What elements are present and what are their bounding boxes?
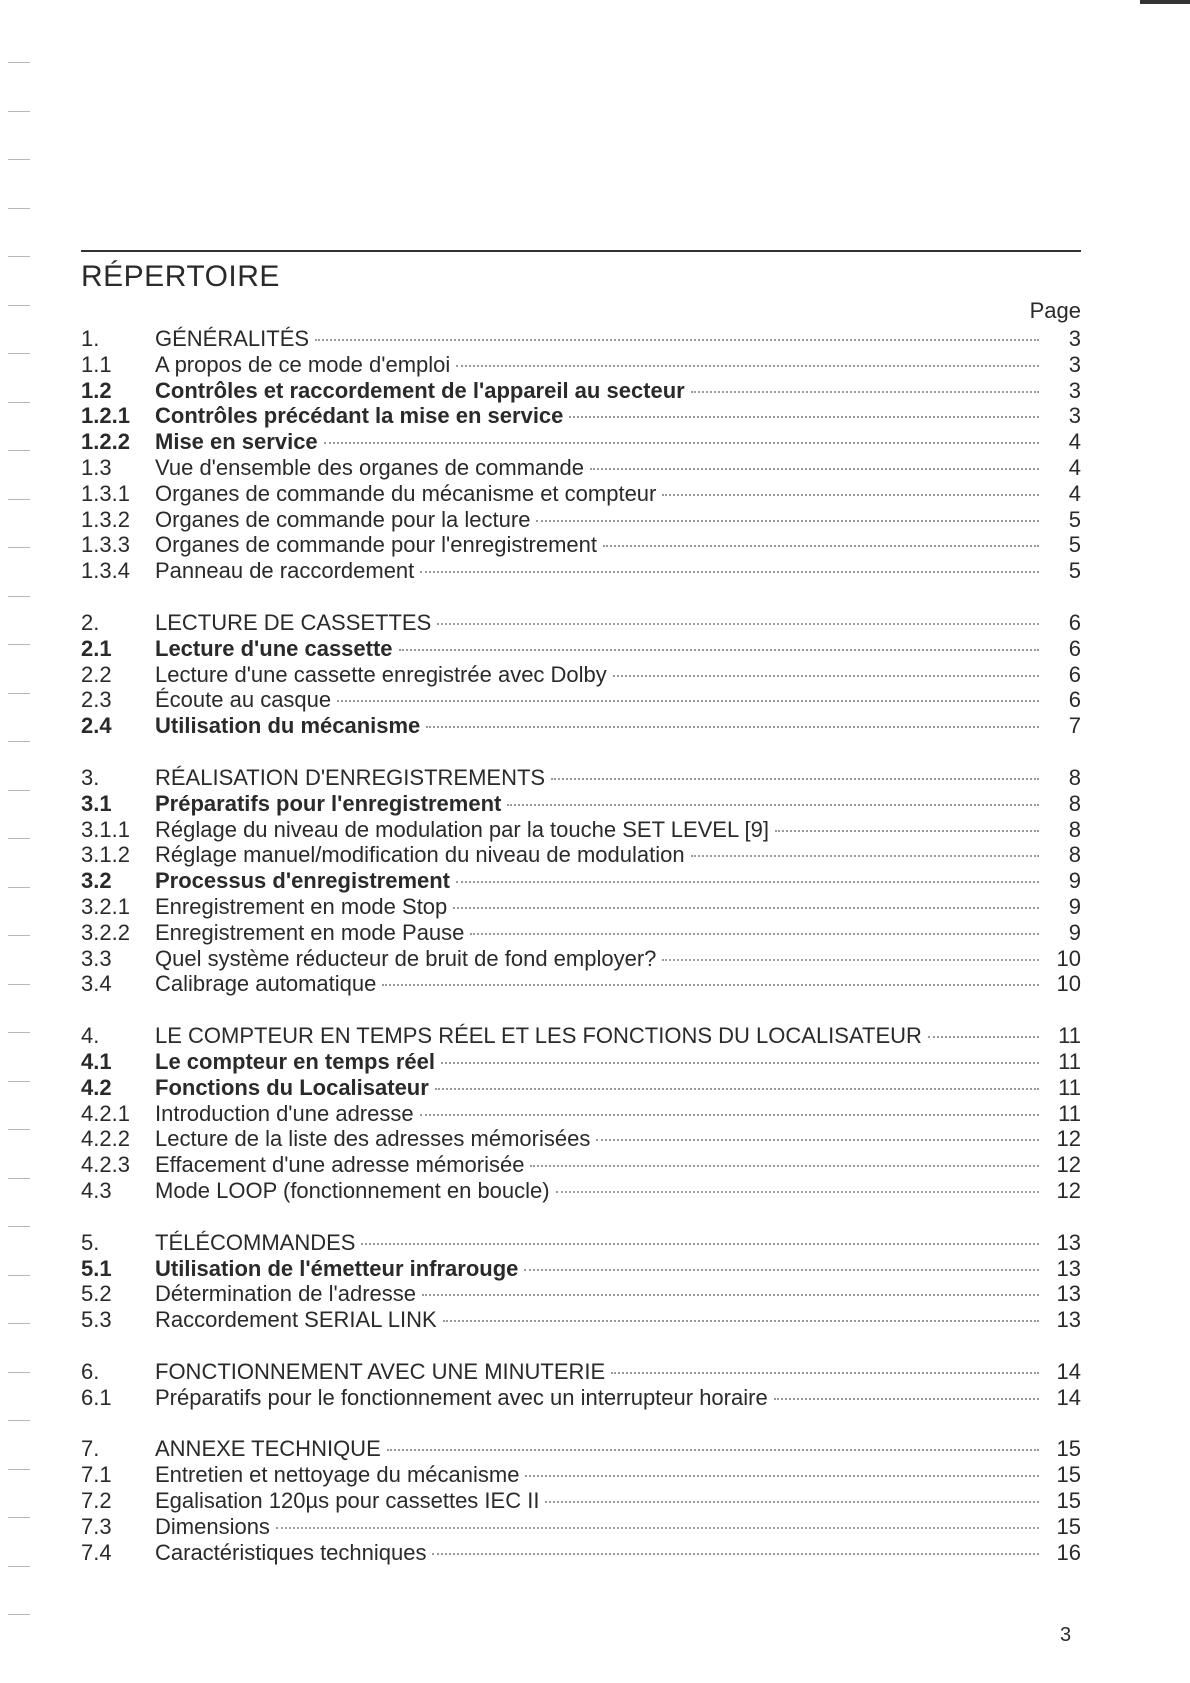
page-column-header: Page xyxy=(1029,298,1081,323)
toc-entry-page: 8 xyxy=(1068,842,1081,868)
toc-entry xyxy=(81,1281,1081,1307)
toc-entry-label: Raccordement SERIAL LINK xyxy=(155,1307,437,1333)
toc-entry xyxy=(81,817,1081,843)
toc-entry xyxy=(81,429,1081,455)
toc-entry xyxy=(81,610,1081,636)
toc-entry-page: 12 xyxy=(1056,1152,1081,1178)
toc-entry-label: Mise en service xyxy=(155,429,318,455)
toc-section xyxy=(81,1436,1081,1565)
toc-entry-page: 9 xyxy=(1068,868,1081,894)
toc-entry-page: 8 xyxy=(1068,764,1081,790)
margin-tick xyxy=(8,1081,30,1082)
toc-entry-label: Préparatifs pour l'enregistrement xyxy=(155,790,502,816)
toc-entry-label: Panneau de raccordement xyxy=(155,558,415,584)
dot-leader xyxy=(443,1320,1039,1322)
toc-entry-page: 6 xyxy=(1068,687,1081,713)
toc-entry-number: 3.1 xyxy=(81,790,112,816)
toc-entry-label: Quel système réducteur de bruit de fond employer? xyxy=(155,945,657,971)
dot-leader xyxy=(453,907,1039,909)
toc-entry-label: Caractéristiques techniques xyxy=(155,1539,427,1565)
margin-tick xyxy=(8,547,30,548)
toc-entry-page: 5 xyxy=(1068,532,1081,558)
dot-leader xyxy=(662,959,1039,961)
toc-entry-number: 2.2 xyxy=(81,661,112,687)
toc-entry xyxy=(81,687,1081,713)
dot-leader xyxy=(382,984,1039,986)
toc-entry-number: 5.2 xyxy=(81,1281,112,1307)
toc-entry-label: Mode LOOP (fonctionnement en boucle) xyxy=(155,1177,550,1203)
toc-entry-page: 16 xyxy=(1056,1539,1081,1565)
toc-entry-label: ANNEXE TECHNIQUE xyxy=(155,1436,381,1462)
toc-entry-page: 4 xyxy=(1068,480,1081,506)
toc-entry xyxy=(81,1514,1081,1540)
toc-entry xyxy=(81,1178,1081,1204)
toc-entry-number: 1.2.1 xyxy=(81,403,130,429)
toc-entry-number: 1.1 xyxy=(81,351,112,377)
margin-tick xyxy=(8,208,30,209)
toc-entry-page: 3 xyxy=(1068,403,1081,429)
toc-section xyxy=(81,765,1081,997)
toc-entry xyxy=(81,868,1081,894)
margin-tick xyxy=(8,887,30,888)
toc-entry xyxy=(81,791,1081,817)
dot-leader xyxy=(276,1527,1039,1529)
toc-entry xyxy=(81,1307,1081,1333)
toc-entry-page: 3 xyxy=(1068,326,1081,351)
toc-entry-label: A propos de ce mode d'emploi xyxy=(155,351,451,377)
dot-leader xyxy=(420,571,1039,573)
dot-leader xyxy=(545,1501,1039,1503)
toc-entry-number: 6. xyxy=(81,1358,100,1384)
dot-leader xyxy=(432,1553,1039,1555)
dot-leader xyxy=(603,545,1039,547)
margin-tick xyxy=(8,62,30,63)
margin-tick xyxy=(8,353,30,354)
toc-entry xyxy=(81,403,1081,429)
margin-tick xyxy=(8,1129,30,1130)
margin-ticks xyxy=(8,62,30,1663)
margin-tick xyxy=(8,741,30,742)
toc-entry xyxy=(81,532,1081,558)
toc-entry xyxy=(81,1101,1081,1127)
toc-entry-page: 14 xyxy=(1056,1384,1081,1410)
toc-entry-label: Contrôles précédant la mise en service xyxy=(155,403,564,429)
toc-entry xyxy=(81,558,1081,584)
dot-leader xyxy=(524,1269,1039,1271)
toc-entry-number: 3.3 xyxy=(81,945,112,971)
toc-entry-page: 15 xyxy=(1056,1488,1081,1514)
toc-entry-page: 9 xyxy=(1068,919,1081,945)
toc-sections xyxy=(81,326,1081,1565)
toc-entry-number: 1.3 xyxy=(81,454,112,480)
dot-leader xyxy=(691,855,1039,857)
toc-entry-label: Préparatifs pour le fonctionnement avec un interrupteur horaire xyxy=(155,1384,768,1410)
toc-entry xyxy=(81,1256,1081,1282)
toc-entry-page: 8 xyxy=(1068,816,1081,842)
toc-entry xyxy=(81,1488,1081,1514)
toc-entry-number: 3.1.1 xyxy=(81,816,130,842)
toc-entry xyxy=(81,507,1081,533)
toc-entry-number: 4.2.3 xyxy=(81,1152,130,1178)
toc-entry xyxy=(81,662,1081,688)
toc-entry-number: 1.3.4 xyxy=(81,558,130,584)
toc-entry xyxy=(81,1540,1081,1566)
toc-entry-label: Effacement d'une adresse mémorisée xyxy=(155,1152,525,1178)
margin-tick xyxy=(8,1323,30,1324)
toc-entry-page: 7 xyxy=(1068,713,1081,739)
toc-entry-number: 6.1 xyxy=(81,1384,112,1410)
toc-entry xyxy=(81,1152,1081,1178)
dot-leader xyxy=(596,1139,1039,1141)
toc-entry-page: 12 xyxy=(1056,1126,1081,1152)
toc-entry-label: Lecture d'une cassette xyxy=(155,635,393,661)
title-rule xyxy=(81,250,1081,252)
toc-entry-page: 6 xyxy=(1068,635,1081,661)
toc-entry-number: 3. xyxy=(81,764,100,790)
dot-leader xyxy=(774,1398,1039,1400)
margin-tick xyxy=(8,450,30,451)
toc-entry-page: 11 xyxy=(1058,1048,1081,1074)
toc-entry xyxy=(81,1049,1081,1075)
toc-entry-number: 1.3.2 xyxy=(81,506,130,532)
toc-entry-number: 1.2.2 xyxy=(81,429,130,455)
toc-entry-label: Egalisation 120µs pour cassettes IEC II xyxy=(155,1488,540,1514)
margin-tick xyxy=(8,596,30,597)
page-number: 3 xyxy=(1060,1624,1072,1646)
margin-tick xyxy=(8,790,30,791)
toc-entry xyxy=(81,1462,1081,1488)
toc-entry-number: 2.4 xyxy=(81,713,112,739)
toc-entry-page: 13 xyxy=(1056,1229,1081,1255)
toc-entry-page: 11 xyxy=(1058,1023,1081,1049)
margin-tick xyxy=(8,1614,30,1615)
dot-leader xyxy=(422,1294,1039,1296)
toc-entry-page: 4 xyxy=(1068,454,1081,480)
margin-tick xyxy=(8,305,30,306)
toc-entry-label: Calibrage automatique xyxy=(155,971,377,997)
margin-tick xyxy=(8,1566,30,1567)
toc-entry-page: 13 xyxy=(1056,1255,1081,1281)
toc-entry xyxy=(81,481,1081,507)
toc-entry-label: Détermination de l'adresse xyxy=(155,1281,417,1307)
toc-entry-page: 5 xyxy=(1068,506,1081,532)
toc-section xyxy=(81,1359,1081,1411)
toc-entry xyxy=(81,894,1081,920)
toc-section xyxy=(81,1023,1081,1204)
margin-tick xyxy=(8,644,30,645)
toc-entry-label: Le compteur en temps réel xyxy=(155,1048,435,1074)
toc-entry-page: 13 xyxy=(1056,1281,1081,1307)
toc-entry-page: 11 xyxy=(1058,1100,1081,1126)
dot-leader xyxy=(590,468,1039,470)
page-title: RÉPERTOIRE xyxy=(81,260,280,293)
toc-entry xyxy=(81,352,1081,378)
toc-entry xyxy=(81,1075,1081,1101)
dot-leader xyxy=(361,1243,1039,1245)
toc-entry xyxy=(81,713,1081,739)
margin-tick xyxy=(8,838,30,839)
toc-entry-page: 10 xyxy=(1056,971,1081,997)
toc-entry-label: GÉNÉRALITÉS xyxy=(155,326,310,351)
toc-entry-page: 5 xyxy=(1068,558,1081,584)
margin-tick xyxy=(8,1178,30,1179)
toc-entry-label: FONCTIONNEMENT AVEC UNE MINUTERIE xyxy=(155,1358,606,1384)
dot-leader xyxy=(456,881,1039,883)
dot-leader xyxy=(441,1062,1039,1064)
toc-entry xyxy=(81,971,1081,997)
toc-entry xyxy=(81,946,1081,972)
toc-entry-page: 4 xyxy=(1068,429,1081,455)
toc-entry-page: 6 xyxy=(1068,609,1081,635)
dot-leader xyxy=(569,416,1039,418)
dot-leader xyxy=(551,778,1039,780)
toc-entry-number: 2.1 xyxy=(81,635,112,661)
margin-tick xyxy=(8,256,30,257)
toc-entry-label: Introduction d'une adresse xyxy=(155,1100,414,1126)
toc-entry-number: 4.2 xyxy=(81,1074,112,1100)
margin-tick xyxy=(8,693,30,694)
margin-tick xyxy=(8,1517,30,1518)
toc-entry-page: 3 xyxy=(1068,377,1081,403)
toc-entry-number: 4.2.2 xyxy=(81,1126,130,1152)
toc-entry-number: 2.3 xyxy=(81,687,112,713)
toc-entry-number: 3.2 xyxy=(81,868,112,894)
margin-tick xyxy=(8,984,30,985)
dot-leader xyxy=(613,675,1039,677)
dot-leader xyxy=(426,726,1039,728)
corner-mark xyxy=(1140,0,1190,4)
dot-leader xyxy=(437,623,1039,625)
toc-entry-page: 9 xyxy=(1068,893,1081,919)
dot-leader xyxy=(536,520,1039,522)
toc-entry-page: 15 xyxy=(1056,1513,1081,1539)
margin-tick xyxy=(8,1275,30,1276)
toc-entry-number: 3.2.1 xyxy=(81,893,130,919)
dot-leader xyxy=(525,1475,1039,1477)
dot-leader xyxy=(775,830,1039,832)
toc-entry-page: 10 xyxy=(1056,945,1081,971)
toc-entry-label: Vue d'ensemble des organes de commande xyxy=(155,454,584,480)
toc-entry-page: 14 xyxy=(1056,1358,1081,1384)
toc-entry-number: 4.3 xyxy=(81,1177,112,1203)
dot-leader xyxy=(611,1372,1039,1374)
toc-entry-label: Utilisation du mécanisme xyxy=(155,713,421,739)
toc-section xyxy=(81,326,1081,584)
toc-entry-number: 1.3.3 xyxy=(81,532,130,558)
toc-entry-label: Organes de commande pour l'enregistrement xyxy=(155,532,597,558)
toc-entry-label: RÉALISATION D'ENREGISTREMENTS xyxy=(155,764,546,790)
toc-entry-page: 12 xyxy=(1056,1177,1081,1203)
toc-entry-number: 4. xyxy=(81,1023,100,1049)
toc-entry-label: Organes de commande du mécanisme et compteur xyxy=(155,480,657,506)
dot-leader xyxy=(691,391,1039,393)
dot-leader xyxy=(387,1449,1039,1451)
margin-tick xyxy=(8,402,30,403)
toc-entry-number: 2. xyxy=(81,609,100,635)
toc-entry-page: 11 xyxy=(1058,1074,1081,1100)
toc-entry-label: Processus d'enregistrement xyxy=(155,868,451,894)
margin-tick xyxy=(8,499,30,500)
dot-leader xyxy=(928,1036,1039,1038)
toc-entry-number: 4.1 xyxy=(81,1048,112,1074)
toc-entry xyxy=(81,920,1081,946)
toc-entry-page: 8 xyxy=(1068,790,1081,816)
toc-entry-number: 5.3 xyxy=(81,1307,112,1333)
toc-entry xyxy=(81,636,1081,662)
toc-entry xyxy=(81,765,1081,791)
toc-entry-label: LECTURE DE CASSETTES xyxy=(155,609,432,635)
toc-entry-label: Réglage du niveau de modulation par la touche SET LEVEL [9] xyxy=(155,816,769,842)
toc-entry xyxy=(81,1126,1081,1152)
dot-leader xyxy=(456,365,1039,367)
toc-entry-page: 15 xyxy=(1056,1436,1081,1462)
toc-entry-label: Organes de commande pour la lecture xyxy=(155,506,531,532)
margin-tick xyxy=(8,1420,30,1421)
toc-entry xyxy=(81,1230,1081,1256)
margin-tick xyxy=(8,1469,30,1470)
toc-entry-label: Enregistrement en mode Pause xyxy=(155,919,465,945)
toc-entry-number: 7.2 xyxy=(81,1488,112,1514)
dot-leader xyxy=(530,1165,1039,1167)
toc-entry xyxy=(81,455,1081,481)
toc-entry xyxy=(81,842,1081,868)
toc-entry-label: Dimensions xyxy=(155,1513,270,1539)
toc-entry-number: 7.4 xyxy=(81,1539,112,1565)
dot-leader xyxy=(399,649,1039,651)
toc-entry-page: 13 xyxy=(1056,1307,1081,1333)
toc-entry-number: 5.1 xyxy=(81,1255,112,1281)
toc-entry xyxy=(81,1436,1081,1462)
toc-entry-label: Lecture de la liste des adresses mémorisées xyxy=(155,1126,591,1152)
margin-tick xyxy=(8,111,30,112)
toc-entry-number: 3.4 xyxy=(81,971,112,997)
toc-entry-number: 4.2.1 xyxy=(81,1100,130,1126)
toc-entry-label: Utilisation de l'émetteur infrarouge xyxy=(155,1255,519,1281)
toc-entry-label: Lecture d'une cassette enregistrée avec Dolby xyxy=(155,661,607,687)
dot-leader xyxy=(556,1191,1039,1193)
toc-entry-label: Écoute au casque xyxy=(155,687,332,713)
toc-entry-label: TÉLÉCOMMANDES xyxy=(155,1229,356,1255)
toc-entry-number: 1.3.1 xyxy=(81,480,130,506)
toc-entry-label: Entretien et nettoyage du mécanisme xyxy=(155,1462,520,1488)
toc-entry xyxy=(81,326,1081,352)
table-of-contents xyxy=(81,250,1081,1591)
toc-entry-label: LE COMPTEUR EN TEMPS RÉEL ET LES FONCTIONS DU LOCALISATEUR xyxy=(155,1023,922,1049)
margin-tick xyxy=(8,1372,30,1373)
toc-entry-label: Enregistrement en mode Stop xyxy=(155,893,448,919)
toc-entry-number: 7.3 xyxy=(81,1513,112,1539)
toc-entry-number: 3.1.2 xyxy=(81,842,130,868)
margin-tick xyxy=(8,1226,30,1227)
toc-entry-label: Contrôles et raccordement de l'appareil au secteur xyxy=(155,377,685,403)
dot-leader xyxy=(507,804,1039,806)
toc-entry xyxy=(81,1359,1081,1385)
dot-leader xyxy=(337,700,1039,702)
dot-leader xyxy=(470,933,1039,935)
toc-entry-number: 1.2 xyxy=(81,377,112,403)
dot-leader xyxy=(435,1088,1039,1090)
dot-leader xyxy=(420,1114,1039,1116)
toc-entry-page: 3 xyxy=(1068,351,1081,377)
toc-section xyxy=(81,610,1081,739)
toc-entry-number: 7. xyxy=(81,1436,100,1462)
toc-entry-label: Fonctions du Localisateur xyxy=(155,1074,429,1100)
toc-entry-page: 15 xyxy=(1056,1462,1081,1488)
margin-tick xyxy=(8,159,30,160)
toc-entry-number: 1. xyxy=(81,326,100,351)
toc-entry-number: 7.1 xyxy=(81,1462,112,1488)
margin-tick xyxy=(8,935,30,936)
dot-leader xyxy=(315,339,1039,341)
toc-entry xyxy=(81,1023,1081,1049)
toc-entry-label: Réglage manuel/modification du niveau de modulation xyxy=(155,842,685,868)
toc-entry-number: 3.2.2 xyxy=(81,919,130,945)
toc-entry-number: 5. xyxy=(81,1229,100,1255)
dot-leader xyxy=(324,442,1039,444)
toc-section xyxy=(81,1230,1081,1333)
margin-tick xyxy=(8,1032,30,1033)
toc-entry-page: 6 xyxy=(1068,661,1081,687)
toc-entry xyxy=(81,1385,1081,1411)
toc-entry xyxy=(81,378,1081,404)
dot-leader xyxy=(662,494,1039,496)
